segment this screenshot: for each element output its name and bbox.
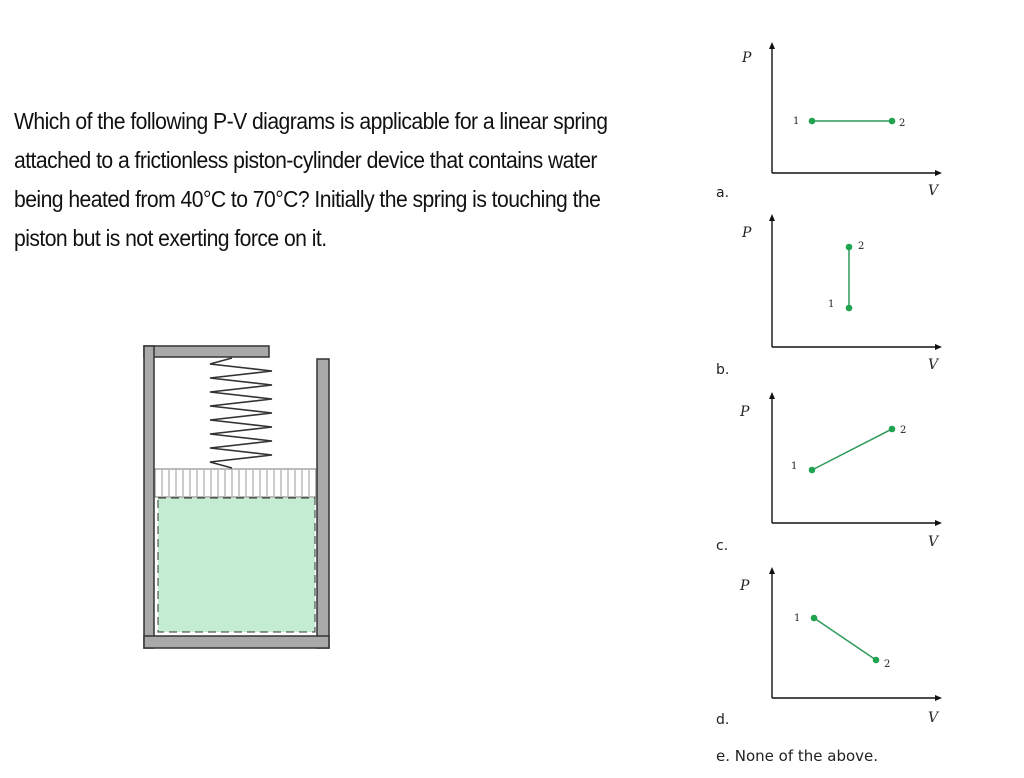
point-2-label: 2 [884, 659, 891, 670]
option-b-label[interactable]: b. [716, 362, 730, 378]
piston-cylinder-diagram [140, 340, 340, 655]
pv-diagram-d[interactable] [730, 565, 960, 730]
p-axis-label: P [740, 404, 750, 420]
state-point-1 [809, 467, 816, 474]
state-point-2 [846, 244, 853, 251]
point-2-label: 2 [858, 241, 865, 252]
option-a-label[interactable]: a. [716, 185, 730, 201]
state-point-2 [889, 426, 896, 433]
question-line: being heated from 40°C to 70°C? Initially the spring is touching the [14, 186, 601, 212]
point-1-label: 1 [791, 461, 798, 472]
state-point-2 [889, 118, 896, 125]
point-1-label: 1 [794, 613, 801, 624]
v-axis-label: V [928, 357, 939, 373]
state-point-1 [811, 615, 818, 622]
question-line: attached to a frictionless piston-cylinder device that contains water [14, 147, 597, 173]
piston [155, 469, 316, 497]
cylinder-right-wall [317, 359, 329, 648]
p-axis-label: P [740, 578, 750, 594]
p-axis-label: P [742, 225, 752, 241]
pv-diagram-b[interactable] [730, 212, 960, 377]
option-d-label[interactable]: d. [716, 712, 730, 728]
p-axis-label: P [742, 50, 752, 66]
water [158, 498, 315, 632]
cylinder-left-wall [144, 346, 154, 648]
option-c-label[interactable]: c. [716, 538, 729, 554]
state-point-1 [846, 305, 853, 312]
v-axis-label: V [928, 710, 939, 726]
cylinder-bottom [144, 636, 329, 648]
pv-diagram-a[interactable] [730, 40, 960, 200]
point-2-label: 2 [900, 425, 907, 436]
v-axis-label: V [928, 534, 939, 550]
state-point-1 [809, 118, 816, 125]
state-point-2 [873, 657, 880, 664]
point-1-label: 1 [828, 299, 835, 310]
question-text [14, 102, 649, 258]
question-line: piston but is not exerting force on it. [14, 225, 327, 251]
pv-diagram-c[interactable] [730, 390, 960, 555]
question-line: Which of the following P-V diagrams is applicable for a linear spring [14, 108, 608, 134]
cylinder-top-cap [144, 346, 269, 357]
point-1-label: 1 [793, 116, 800, 127]
v-axis-label: V [928, 183, 939, 199]
point-2-label: 2 [899, 118, 906, 129]
option-e-label[interactable]: e. None of the above. [716, 747, 879, 765]
